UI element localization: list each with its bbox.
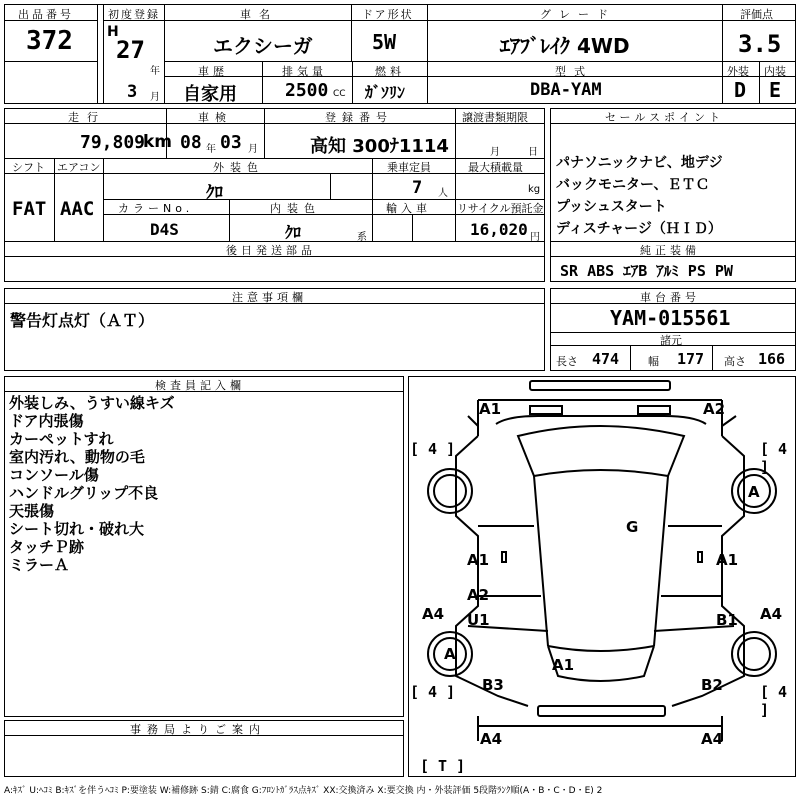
lot-label: 出品番号 <box>18 8 74 21</box>
score-label: 評価点 <box>740 8 773 21</box>
legend: A:ｷｽﾞ U:ﾍｺﾐ B:ｷｽﾞを伴うﾍｺﾐ P:要塗装 W:補修跡 S:錆 C:腐食 G:ﾌﾛﾝﾄｶﾞﾗｽ点ｷｽﾞ XX:交換済み X:要交換 内・外装評価 5段階ﾗﾝｸ順(A・B・C・D・E) 2 <box>4 786 603 796</box>
model: DBA-YAM <box>530 80 602 100</box>
color-label: 外装色 <box>213 161 264 174</box>
equipment-label: 純正装備 <box>640 244 700 257</box>
note-line: ミラーＡ <box>9 556 70 574</box>
sales-point: バックモニター、ＥＴＣ <box>556 177 710 193</box>
year-unit: 年 <box>150 66 160 77</box>
length-label: 長さ <box>556 355 578 368</box>
damage-a1-rear-window: A1 <box>552 656 575 674</box>
sales-points <box>556 152 723 240</box>
displacement-label: 排気量 <box>282 65 327 78</box>
damage-g-windshield: G <box>626 518 639 536</box>
car-outline <box>408 376 796 777</box>
note-line: シート切れ・破れ大 <box>9 520 145 538</box>
fuel-label: 燃料 <box>375 65 405 78</box>
history-label: 車歴 <box>198 65 228 78</box>
cc-unit: CC <box>333 89 346 99</box>
plate-label: 登録番号 <box>325 111 393 124</box>
shift-label: シフト <box>12 161 45 174</box>
interior-color: ｸﾛ <box>285 223 302 242</box>
inspection-label: 車検 <box>198 111 232 124</box>
first-reg-label: 初度登録 <box>108 8 160 21</box>
note-line: 天張傷 <box>9 502 55 520</box>
inspector-notes <box>9 394 175 574</box>
later-parts-label: 後日発送部品 <box>226 244 316 257</box>
recycle-deposit: 16,020 <box>470 220 528 239</box>
recycle-label: リサイクル預託金 <box>457 202 544 215</box>
damage-a1-front-left: A1 <box>479 400 502 418</box>
transfer-label: 譲渡書類期限 <box>462 111 528 124</box>
door-label: ドア形状 <box>362 8 414 21</box>
sales-label: セールスポイント <box>605 111 725 124</box>
insp-year: 08 <box>180 132 202 153</box>
yen-unit: 円 <box>530 232 540 243</box>
width-label: 幅 <box>648 355 659 368</box>
damage-a2-front-right: A2 <box>703 400 726 418</box>
kg-unit: kg <box>528 184 541 195</box>
damage-a2-left-rear-door: A2 <box>467 586 490 604</box>
note-line: 室内汚れ、動物の毛 <box>9 448 145 466</box>
caution-label: 注意事項欄 <box>232 291 307 304</box>
capacity-label: 乗車定員 <box>387 161 431 174</box>
chassis-label: 車台番号 <box>640 291 700 304</box>
insp-yr-unit: 年 <box>206 144 216 155</box>
grade-label: グレード <box>540 8 616 21</box>
spare-tire: [ T ] <box>420 757 466 775</box>
sales-point: パナソニックナビ、地デジ <box>556 155 723 171</box>
int-grade: E <box>769 78 782 102</box>
length: 474 <box>592 350 620 368</box>
tire-rear-left: [ 4 ] <box>410 683 456 701</box>
grade: ｴｱﾌﾞﾚｲｸ 4WD <box>500 34 630 58</box>
lot-number: 372 <box>26 26 73 56</box>
int-color-label: 内装色 <box>270 202 321 215</box>
inspector-label: 検査員記入欄 <box>155 379 245 392</box>
load-label: 最大積載量 <box>468 161 523 174</box>
fuel: ｶﾞｿﾘﾝ <box>365 83 406 102</box>
sales-point: ディスチャージ（ＨＩＤ） <box>556 221 722 237</box>
displacement: 2500 <box>285 80 329 101</box>
chassis-number: YAM-015561 <box>610 306 731 330</box>
damage-a4-rear-left: A4 <box>480 730 503 748</box>
damage-b2-rear-right: B2 <box>701 676 723 694</box>
tire-rear-right: [ 4 ] <box>760 683 788 719</box>
transfer-month-unit: 月 <box>490 147 500 158</box>
note-line: 外装しみ、うすい線キズ <box>9 394 175 412</box>
door-type: 5W <box>372 30 397 54</box>
reg-year: 27 <box>116 36 145 64</box>
import-label: 輸入車 <box>386 202 431 215</box>
insp-mo-unit: 月 <box>248 144 258 155</box>
ext-grade: D <box>734 78 747 102</box>
damage-a1-right-door: A1 <box>716 551 739 569</box>
tire-front-left: [ 4 ] <box>410 440 456 458</box>
plate-number: 高知 300ﾅ1114 <box>310 136 449 157</box>
sales-point: プッシュスタート <box>556 199 667 215</box>
height-label: 高さ <box>724 355 746 368</box>
width: 177 <box>677 350 705 368</box>
history: 自家用 <box>183 84 237 105</box>
equipment: SR ABS ｴｱB ｱﾙﾐ PS PW <box>560 262 733 280</box>
mileage: 79,809 <box>80 132 146 153</box>
damage-a-front-right-wheel: A <box>748 483 760 501</box>
damage-b1-right-rear-door: B1 <box>716 611 738 629</box>
damage-a4-rear-right: A4 <box>701 730 724 748</box>
spec-label: 諸元 <box>660 334 682 347</box>
era: H <box>107 24 119 40</box>
car-name-label: 車名 <box>240 8 278 21</box>
air-conditioner: AAC <box>60 198 95 220</box>
tire-front-right: [ 4 ] <box>760 440 788 476</box>
damage-a4-left-side: A4 <box>422 605 445 623</box>
damage-b3-rear-left: B3 <box>482 676 504 694</box>
ext-label: 外装 <box>727 65 749 78</box>
int-label: 内装 <box>764 65 786 78</box>
note-line: カーペットすれ <box>9 430 114 448</box>
model-label: 型式 <box>555 65 593 78</box>
damage-u1-left-rear-door: U1 <box>467 611 490 629</box>
score: 3.5 <box>738 30 782 58</box>
person-unit: 人 <box>438 188 448 199</box>
note-line: ドア内張傷 <box>9 412 84 430</box>
insp-month: 03 <box>220 132 242 153</box>
shift: FAT <box>12 198 47 220</box>
office-label: 事務局よりご案内 <box>130 723 266 736</box>
transfer-day-unit: 日 <box>528 147 538 158</box>
month-unit: 月 <box>150 92 160 103</box>
note-line: タッチＰ跡 <box>9 538 85 556</box>
kei-unit: 系 <box>357 232 367 243</box>
capacity: 7 <box>412 178 423 198</box>
damage-a-rear-left-wheel: A <box>444 645 456 663</box>
car-name: エクシーガ <box>213 34 313 58</box>
caution-text: 警告灯点灯（ＡＴ） <box>10 311 155 330</box>
km-unit: km <box>143 132 173 152</box>
note-line: ハンドルグリップ不良 <box>9 484 159 502</box>
mileage-label: 走行 <box>68 111 106 124</box>
color-no-label: カラーNo. <box>118 202 194 215</box>
note-line: コンソール傷 <box>9 466 99 484</box>
exterior-color: ｸﾛ <box>206 183 223 203</box>
height: 166 <box>758 350 786 368</box>
ac-label: エアコン <box>57 161 101 174</box>
reg-month: 3 <box>127 82 138 102</box>
damage-a1-left-door: A1 <box>467 551 490 569</box>
color-number: D4S <box>150 220 179 239</box>
damage-a4-right-side: A4 <box>760 605 783 623</box>
